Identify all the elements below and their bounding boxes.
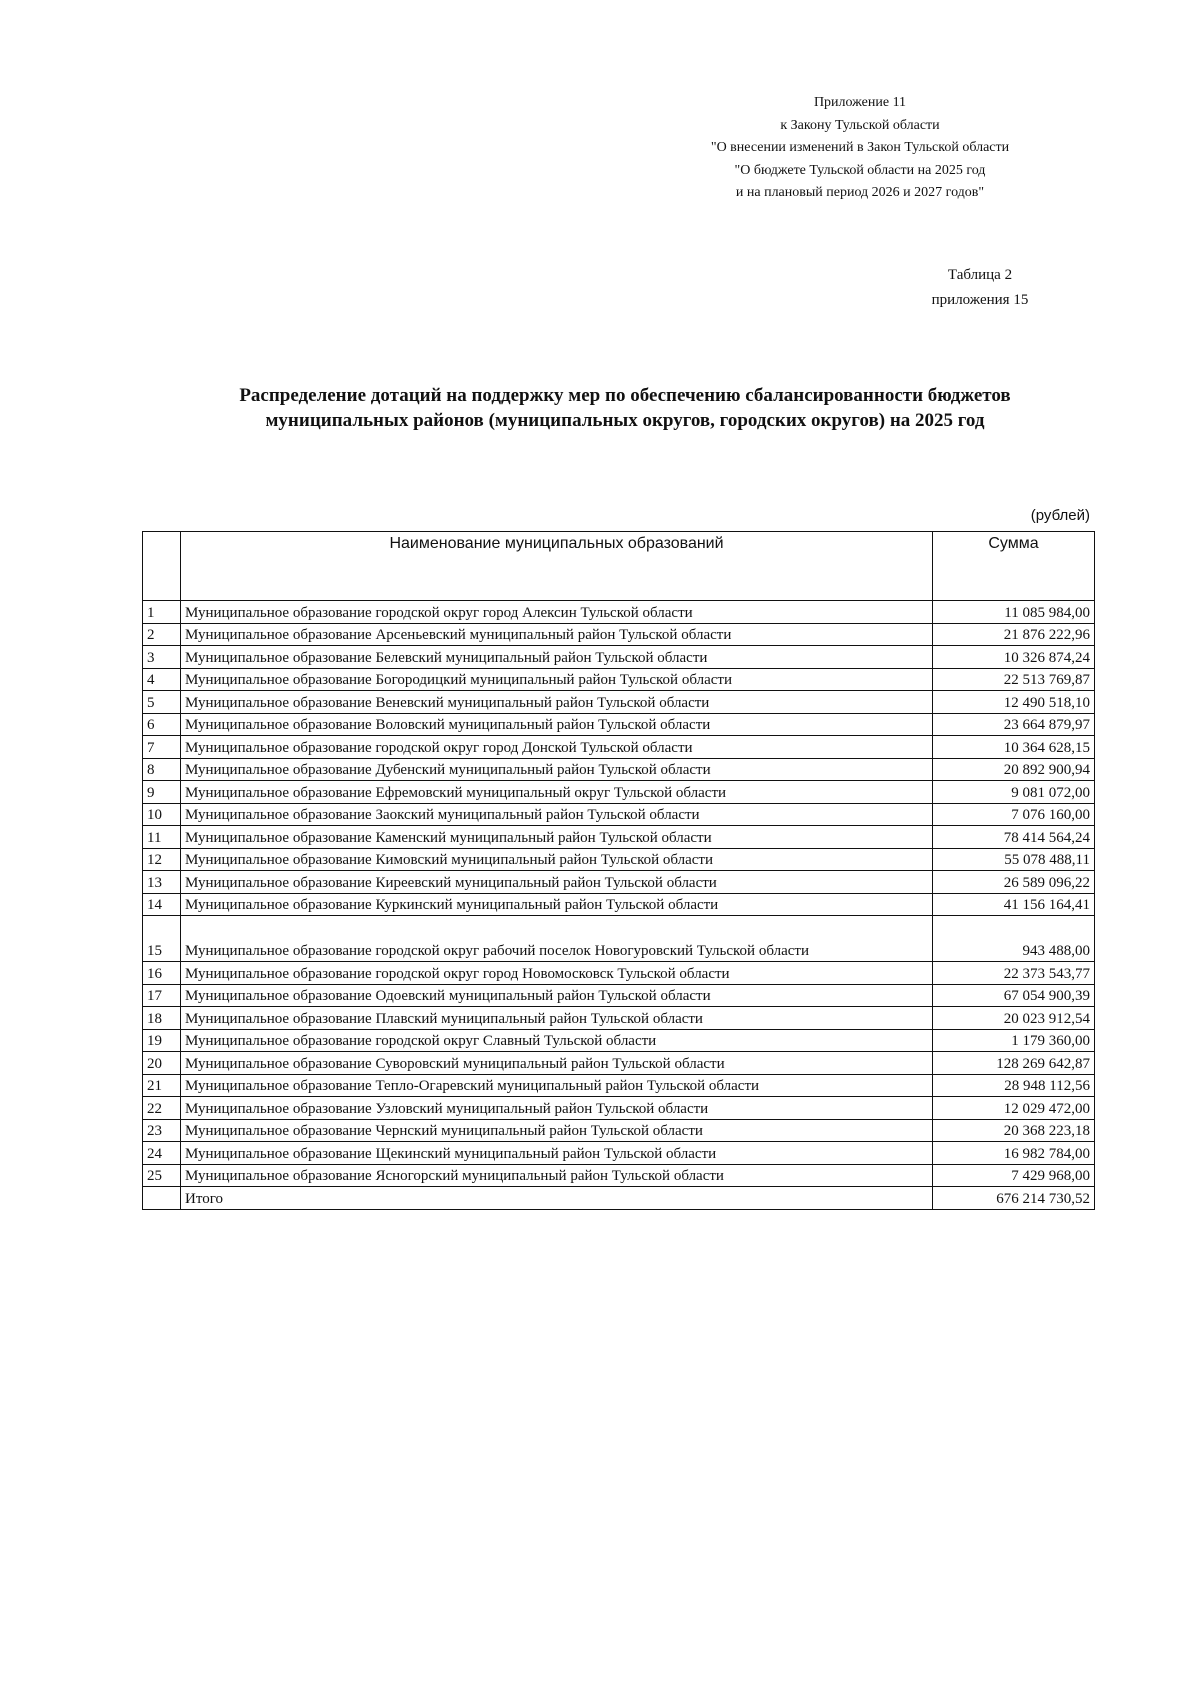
table-body [143,601,1095,1210]
table-row [143,871,1095,894]
row-name: Муниципальное образование городской округ город Новомосковск Тульской области [181,962,933,985]
row-sum: 28 948 112,56 [933,1074,1095,1097]
table-row [143,803,1095,826]
row-number: 7 [143,736,181,759]
row-sum: 55 078 488,11 [933,848,1095,871]
row-sum: 20 892 900,94 [933,758,1095,781]
row-number: 15 [143,916,181,962]
row-number: 6 [143,713,181,736]
row-sum: 41 156 164,41 [933,893,1095,916]
row-name: Муниципальное образование Киреевский муниципальный район Тульской области [181,871,933,894]
appendix-line: "О внесении изменений в Закон Тульской области [710,140,1010,155]
table-row [143,736,1095,759]
row-number: 21 [143,1074,181,1097]
row-name: Муниципальное образование Плавский муниципальный район Тульской области [181,1007,933,1030]
appendix-line: "О бюджете Тульской области на 2025 год [734,162,986,178]
row-name: Муниципальное образование Арсеньевский муниципальный район Тульской области [181,623,933,646]
total-sum: 676 214 730,52 [933,1187,1095,1210]
row-sum: 12 490 518,10 [933,691,1095,714]
table-row [143,713,1095,736]
table-row [143,1007,1095,1030]
total-row [143,1187,1095,1210]
table-header-row [143,532,1095,601]
table-row [143,623,1095,646]
row-name: Муниципальное образование Веневский муниципальный район Тульской области [181,691,933,714]
appendix-line: к Закону Тульской области [780,117,940,133]
row-number: 24 [143,1142,181,1165]
row-sum: 26 589 096,22 [933,871,1095,894]
row-number: 9 [143,781,181,804]
total-label: Итого [181,1187,933,1210]
row-number: 4 [143,668,181,691]
table-row [143,848,1095,871]
row-name: Муниципальное образование Белевский муниципальный район Тульской области [181,646,933,669]
row-name: Муниципальное образование Ефремовский муниципальный округ Тульской области [181,781,933,804]
row-name: Муниципальное образование Ясногорский муниципальный район Тульской области [181,1164,933,1187]
row-number: 16 [143,962,181,985]
row-name: Муниципальное образование Каменский муниципальный район Тульской области [181,826,933,849]
row-sum: 22 373 543,77 [933,962,1095,985]
header-name: Наименование муниципальных образований [181,532,933,601]
row-name: Муниципальное образование городской округ город Донской Тульской области [181,736,933,759]
total-number [143,1187,181,1210]
table-ref-line: приложения 15 [931,292,1029,308]
row-sum: 10 326 874,24 [933,646,1095,669]
row-number: 3 [143,646,181,669]
table-row [143,1142,1095,1165]
row-name: Муниципальное образование Узловский муниципальный район Тульской области [181,1097,933,1120]
table-reference [900,263,1060,313]
appendix-reference [660,92,1060,205]
row-sum: 23 664 879,97 [933,713,1095,736]
row-number: 19 [143,1029,181,1052]
row-name: Муниципальное образование Богородицкий муниципальный район Тульской области [181,668,933,691]
row-sum: 20 368 223,18 [933,1119,1095,1142]
row-sum: 21 876 222,96 [933,623,1095,646]
table-row [143,601,1095,624]
row-number: 18 [143,1007,181,1030]
row-number: 14 [143,893,181,916]
table-row [143,1097,1095,1120]
row-name: Муниципальное образование Щекинский муниципальный район Тульской области [181,1142,933,1165]
row-number: 25 [143,1164,181,1187]
row-sum: 128 269 642,87 [933,1052,1095,1075]
table-row [143,668,1095,691]
table-row [143,1029,1095,1052]
title-line: Распределение дотаций на поддержку мер по обеспечению сбалансированности бюджетов [239,385,1011,406]
table-row [143,646,1095,669]
appendix-line: и на плановый период 2026 и 2027 годов" [735,185,985,200]
row-number: 5 [143,691,181,714]
table-row [143,781,1095,804]
row-number: 2 [143,623,181,646]
row-name: Муниципальное образование городской округ Славный Тульской области [181,1029,933,1052]
title-line: муниципальных районов (муниципальных округов, городских округов) на 2025 год [265,410,985,431]
row-name: Муниципальное образование Воловский муниципальный район Тульской области [181,713,933,736]
row-name: Муниципальное образование городской округ рабочий поселок Новогуровский Тульской области [181,916,933,962]
row-name: Муниципальное образование Дубенский муниципальный район Тульской области [181,758,933,781]
header-sum: Сумма [933,532,1095,601]
row-sum: 1 179 360,00 [933,1029,1095,1052]
row-sum: 78 414 564,24 [933,826,1095,849]
row-number: 23 [143,1119,181,1142]
row-number: 1 [143,601,181,624]
table-ref-line: Таблица 2 [947,267,1013,283]
row-sum: 10 364 628,15 [933,736,1095,759]
row-name: Муниципальное образование Тепло-Огаревский муниципальный район Тульской области [181,1074,933,1097]
row-name: Муниципальное образование Кимовский муниципальный район Тульской области [181,848,933,871]
table-row [143,962,1095,985]
row-sum: 67 054 900,39 [933,984,1095,1007]
row-sum: 7 076 160,00 [933,803,1095,826]
allocation-table [142,531,1095,1210]
row-sum: 22 513 769,87 [933,668,1095,691]
row-name: Муниципальное образование Чернский муниципальный район Тульской области [181,1119,933,1142]
row-name: Муниципальное образование городской округ город Алексин Тульской области [181,601,933,624]
table-row [143,1052,1095,1075]
row-sum: 20 023 912,54 [933,1007,1095,1030]
row-name: Муниципальное образование Одоевский муниципальный район Тульской области [181,984,933,1007]
table-row [143,916,1095,962]
table-row [143,1119,1095,1142]
row-number: 22 [143,1097,181,1120]
row-name: Муниципальное образование Суворовский муниципальный район Тульской области [181,1052,933,1075]
units-label: (рублей) [1030,507,1090,524]
row-number: 12 [143,848,181,871]
row-name: Муниципальное образование Заокский муниципальный район Тульской области [181,803,933,826]
table-row [143,691,1095,714]
table-row [143,758,1095,781]
row-sum: 16 982 784,00 [933,1142,1095,1165]
row-number: 11 [143,826,181,849]
row-name: Муниципальное образование Куркинский муниципальный район Тульской области [181,893,933,916]
row-sum: 9 081 072,00 [933,781,1095,804]
table-row [143,1074,1095,1097]
header-num [143,532,181,601]
row-number: 20 [143,1052,181,1075]
row-number: 13 [143,871,181,894]
row-number: 8 [143,758,181,781]
row-number: 17 [143,984,181,1007]
row-number: 10 [143,803,181,826]
appendix-line: Приложение 11 [813,95,907,110]
table-row [143,984,1095,1007]
table-row [143,1164,1095,1187]
row-sum: 11 085 984,00 [933,601,1095,624]
document-title [120,383,1130,433]
row-sum: 943 488,00 [933,916,1095,962]
table-row [143,826,1095,849]
row-sum: 12 029 472,00 [933,1097,1095,1120]
row-sum: 7 429 968,00 [933,1164,1095,1187]
table-row [143,893,1095,916]
